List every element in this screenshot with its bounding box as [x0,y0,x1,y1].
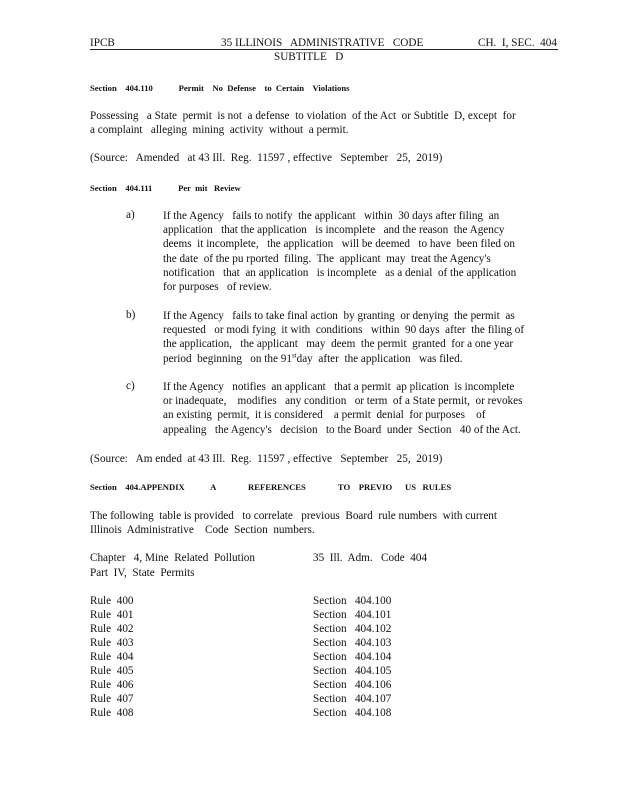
header-right: CH. I, SEC. 404 [478,37,557,49]
table-left-header-line2: Part IV, State Permits [90,567,195,579]
table-rule-cell: Rule 400 [90,595,134,607]
table-section-cell: Section 404.104 [313,651,392,663]
section-110-source: (Source: Amended at 43 Ill. Reg. 11597 , effective September 25, 2019) [90,152,443,164]
header-subtitle: SUBTITLE D [274,51,344,63]
item-c-text [163,380,528,437]
section-111-source: (Source: Am ended at 43 Ill. Reg. 11597 , effective September 25, 2019) [90,453,443,465]
table-section-column [313,594,391,720]
appendix-intro-line1: The following table is provided to correlate previous Board rule numbers with current [90,510,497,522]
item-a-label: a) [126,209,135,221]
section-110-body-line1: Possessing a State permit is not a defense to violation of the Act or Subtitle D, except for [90,110,516,122]
table-rule-cell: Rule 401 [90,609,134,621]
item-b-line: the application, the applicant may deem the permit granted for a one year [163,338,514,351]
table-section-cell: Section 404.108 [313,707,392,719]
header-rule [90,49,558,50]
item-b-line: day after the application was filed. [296,352,463,365]
item-b-line-last [163,352,528,366]
item-b-label: b) [126,309,136,321]
table-rule-column [90,594,134,720]
item-a-line: for purposes of review. [163,281,272,294]
item-b-text [163,309,528,366]
item-c-line: an existing permit, it is considered a permit denial for purposes of [163,409,486,422]
section-110-body-line2: a complaint alleging mining activity without a permit. [90,124,349,136]
item-b-line: If the Agency fails to take final action by granting or denying the permit as [163,310,515,322]
table-section-cell: Section 404.106 [313,679,392,691]
item-a-text [163,209,528,294]
item-c-line: appealing the Agency's decision to the Board under Section 40 of the Act. [163,423,521,436]
table-rule-cell: Rule 405 [90,665,134,677]
section-110-heading: Section 404.110 Permit No Defense to Certain Violations [90,83,350,93]
table-section-cell: Section 404.101 [313,609,392,621]
item-a-line: deems it incomplete, the application will be deemed to have been filed on [163,238,515,251]
header-left: IPCB [90,37,115,49]
item-c-label: c) [126,380,135,392]
table-section-cell: Section 404.103 [313,637,392,649]
table-rule-cell: Rule 407 [90,693,134,705]
item-a-line: the date of the pu rported filing. The applicant may treat the Agency's [163,252,491,265]
table-section-cell: Section 404.100 [313,595,392,607]
table-rule-cell: Rule 403 [90,637,134,649]
item-a-line: notification that an application is incomplete as a denial of the application [163,266,517,279]
item-a-line: If the Agency fails to notify the applicant within 30 days after filing an [163,210,500,222]
header-center: 35 ILLINOIS ADMINISTRATIVE CODE [221,37,424,49]
section-111-heading: Section 404.111 Per mit Review [90,183,241,193]
table-rule-cell: Rule 408 [90,707,134,719]
table-section-cell: Section 404.102 [313,623,392,635]
table-section-cell: Section 404.105 [313,665,392,677]
item-b-line: requested or modi fying it with conditions within 90 days after the filing of [163,324,525,337]
table-rule-cell: Rule 402 [90,623,134,635]
item-c-line: If the Agency notifies an applicant that a permit ap plication is incomplete [163,381,515,393]
ordinal-suffix: st [291,350,297,359]
table-left-header-line1: Chapter 4, Mine Related Pollution [90,552,255,564]
table-right-header: 35 Ill. Adm. Code 404 [313,552,428,564]
table-section-cell: Section 404.107 [313,693,392,705]
appendix-intro-line2: Illinois Administrative Code Section numbers. [90,524,315,536]
appendix-heading: Section 404.APPENDIX A REFERENCES TO PREVIO US RULES [90,482,452,492]
table-rule-cell: Rule 406 [90,679,134,691]
table-rule-cell: Rule 404 [90,651,134,663]
item-b-line: period beginning on the 91 [163,352,292,365]
item-c-line: or inadequate, modifies any condition or term of a State permit, or revokes [163,395,523,408]
item-a-line: application that the application is incomplete and the reason the Agency [163,224,505,237]
